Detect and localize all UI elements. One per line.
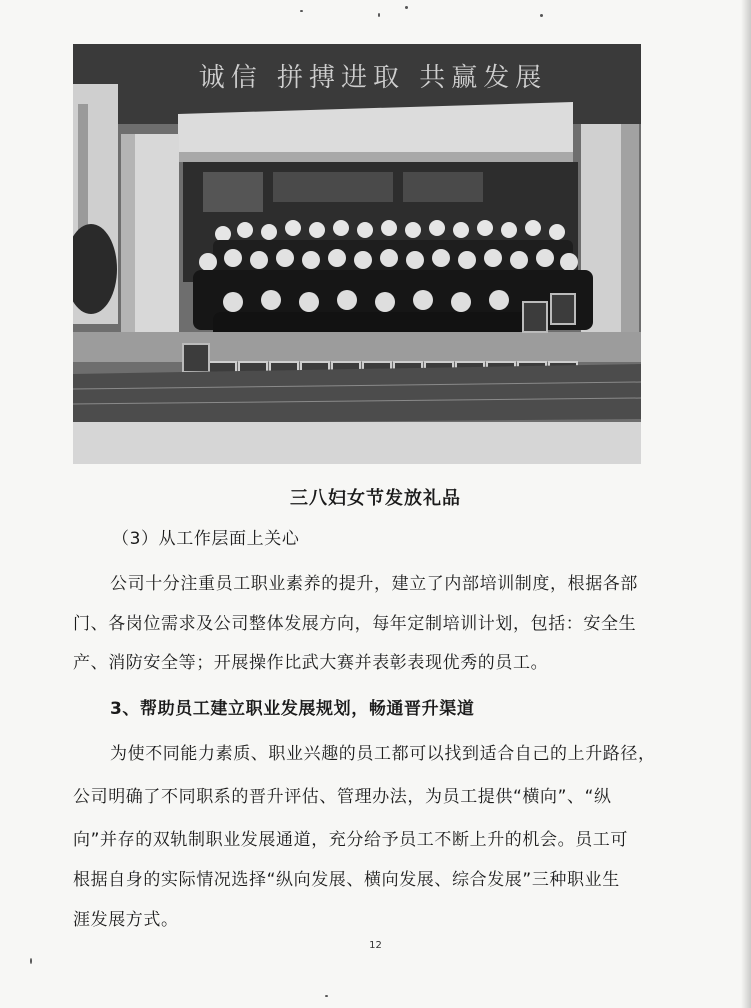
paragraph-2-line-1: 为使不同能力素质、职业兴趣的员工都可以找到适合自己的上升路径， <box>110 744 656 764</box>
scan-speck <box>378 13 380 17</box>
banner-text: 诚信 拼搏进取 共赢发展 <box>198 63 548 93</box>
page-number: 12 <box>369 940 382 951</box>
scan-speck <box>30 958 32 964</box>
paragraph-2-line-5: 涯发展方式。 <box>73 910 179 930</box>
paragraph-2-line-2: 公司明确了不同职系的晋升评估、管理办法，为员工提供“横向”、“纵 <box>73 787 612 807</box>
subheading-3: （3）从工作层面上关心 <box>112 529 300 549</box>
group-photo-icon <box>73 44 641 464</box>
section-heading-3: 3、帮助员工建立职业发展规划，畅通晋升渠道 <box>110 699 475 719</box>
scan-speck <box>405 6 408 9</box>
paragraph-2-line-4: 根据自身的实际情况选择“纵向发展、横向发展、综合发展”三种职业生 <box>73 870 620 890</box>
paragraph-1-line-1: 公司十分注重员工职业素养的提升，建立了内部培训制度，根据各部 <box>110 574 638 594</box>
paragraph-1-line-2: 门、各岗位需求及公司整体发展方向，每年定制培训计划，包括：安全生 <box>73 614 637 634</box>
paragraph-2-line-3: 向”并存的双轨制职业发展通道，充分给予员工不断上升的机会。员工可 <box>73 830 629 850</box>
scan-speck <box>300 10 303 12</box>
scan-speck <box>540 14 543 17</box>
photo-caption: 三八妇女节发放礼品 <box>290 488 461 509</box>
group-photo <box>73 44 641 464</box>
paragraph-1-line-3: 产、消防安全等；开展操作比武大赛并表彰表现优秀的员工。 <box>73 653 549 673</box>
scan-speck <box>325 995 328 997</box>
